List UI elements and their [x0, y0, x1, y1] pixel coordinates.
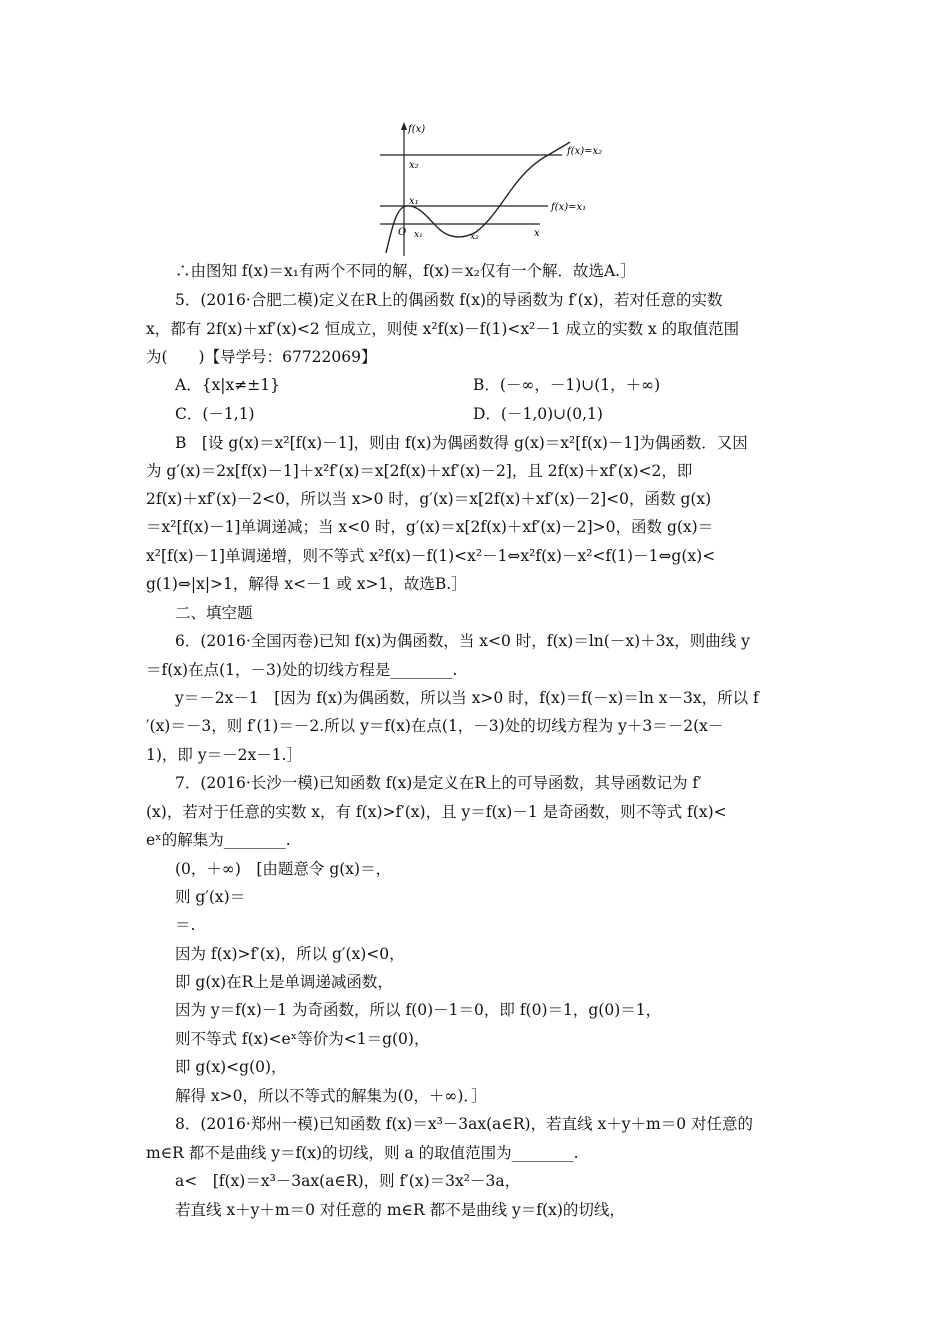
- solution-7-line-2: 则 g′(x)＝: [175, 888, 246, 906]
- solution-8-line-1: a< [f(x)＝x³－3ax(a∈R)，则 f′(x)＝3x²－3a，: [175, 1172, 521, 1190]
- option-d: D．(－1,0)∪(0,1): [473, 405, 603, 423]
- problem-7-line-3: eˣ的解集为________.: [146, 831, 291, 849]
- solution-6-line-2: ′(x)＝－3，则 f′(1)＝－2.所以 y＝f(x)在点(1，－3)处的切线方程为 y＋3＝－2(x－: [146, 717, 724, 735]
- graph-svg: [372, 118, 622, 258]
- curve-label-bottom: f(x)=x₁: [551, 202, 587, 213]
- function-graph-figure: [372, 118, 622, 258]
- x-axis-label: x: [534, 228, 540, 239]
- problem-5-line-3: 为( )【导学号：67722069】: [146, 348, 377, 366]
- problem-5-line-2: x，都有 2f(x)＋xf′(x)<2 恒成立，则使 x²f(x)－f(1)<x²－1 成立的实数 x 的取值范围: [146, 320, 740, 338]
- solution-5-line-5: x²[f(x)－1]单调递增，则不等式 x²f(x)－f(1)<x²－1⇔x²f(x)－x²<f(1)－1⇔g(x)<: [146, 547, 716, 565]
- solution-5-line-6: g(1)⇔|x|>1，解得 x<－1 或 x>1，故选B.］: [146, 575, 467, 593]
- problem-8-line-1: 8．(2016·郑州一模)已知函数 f(x)＝x³－3ax(a∈R)，若直线 x＋y＋m＝0 对任意的: [175, 1115, 754, 1133]
- tick-x2-label: x₂: [470, 232, 479, 242]
- y-axis-arrow: [401, 122, 407, 130]
- tick-x1-label: x₁: [414, 230, 423, 240]
- origin-label: O: [398, 227, 407, 238]
- problem-6-line-1: 6．(2016·全国丙卷)已知 f(x)为偶函数，当 x<0 时，f(x)＝ln(－x)＋3x，则曲线 y: [175, 632, 750, 650]
- solution-7-line-5: 即 g(x)在R上是单调递减函数，: [175, 973, 393, 991]
- curve-label-top: f(x)=x₂: [567, 146, 603, 157]
- option-a: A．{x|x≠±1}: [175, 376, 280, 394]
- solution-7-line-3: ＝.: [175, 916, 196, 934]
- solution-5-line-1: B [设 g(x)＝x²[f(x)－1]，则由 f(x)为偶函数得 g(x)＝x²[f(x)－1]为偶函数．又因: [175, 434, 748, 452]
- section-heading: 二、填空题: [175, 604, 253, 622]
- solution-7-line-4: 因为 f(x)>f′(x)，所以 g′(x)<0，: [175, 945, 405, 963]
- x1-label: x₁: [409, 196, 419, 207]
- solution-8-line-2: 若直线 x＋y＋m＝0 对任意的 m∈R 都不是曲线 y＝f(x)的切线，: [175, 1201, 625, 1219]
- solution-7-line-1: (0，＋∞) [由题意令 g(x)＝，: [175, 860, 392, 878]
- problem-7-line-2: (x)，若对于任意的实数 x，有 f(x)>f′(x)，且 y＝f(x)－1 是奇函数，则不等式 f(x)<: [146, 803, 727, 821]
- problem-5-line-1: 5．(2016·合肥二模)定义在R上的偶函数 f(x)的导函数为 f′(x)，若对任意的实数: [175, 291, 723, 309]
- solution-6-line-3: 1)，即 y＝－2x－1.］: [146, 746, 302, 764]
- x2-label: x₂: [409, 160, 419, 171]
- solution-7-line-7: 则不等式 f(x)<eˣ等价为<1＝g(0)，: [175, 1030, 430, 1048]
- problem-7-line-1: 7．(2016·长沙一模)已知函数 f(x)是定义在R上的可导函数，其导函数记为 f′: [175, 774, 702, 792]
- problem-6-line-2: ＝f(x)在点(1，－3)处的切线方程是________.: [146, 661, 458, 679]
- solution-5-line-3: 2f(x)＋xf′(x)－2<0，所以当 x>0 时，g′(x)＝x[2f(x)＋xf′(x)－2]<0，函数 g(x): [146, 490, 712, 508]
- solution-5-line-4: ＝x²[f(x)－1]单调递减；当 x<0 时，g′(x)＝x[2f(x)＋xf′(x)－2]>0，函数 g(x)＝: [146, 518, 714, 536]
- option-b: B．(－∞，－1)∪(1，＋∞): [473, 376, 661, 394]
- option-c: C．(－1,1): [175, 405, 255, 423]
- problem-8-line-2: m∈R 都不是曲线 y＝f(x)的切线，则 a 的取值范围为________.: [146, 1144, 579, 1162]
- solution-7-line-6: 因为 y＝f(x)－1 为奇函数，所以 f(0)－1＝0，即 f(0)＝1，g(0)＝1，: [175, 1001, 662, 1019]
- solution-6-line-1: y＝－2x－1 [因为 f(x)为偶函数，所以当 x>0 时，f(x)＝f(－x)＝ln x－3x，所以 f: [175, 689, 759, 707]
- y-axis-label: f(x): [408, 124, 426, 135]
- solution-5-line-2: 为 g′(x)＝2x[f(x)－1]＋x²f′(x)＝x[2f(x)＋xf′(x)－2]，且 2f(x)＋xf′(x)<2，即: [146, 462, 693, 480]
- solution-7-line-9: 解得 x>0，所以不等式的解集为(0，＋∞)．］: [175, 1087, 487, 1105]
- text-line-1: ∴由图知 f(x)＝x₁有两个不同的解，f(x)＝x₂仅有一个解．故选A.］: [175, 262, 636, 280]
- solution-7-line-8: 即 g(x)<g(0)，: [175, 1058, 287, 1076]
